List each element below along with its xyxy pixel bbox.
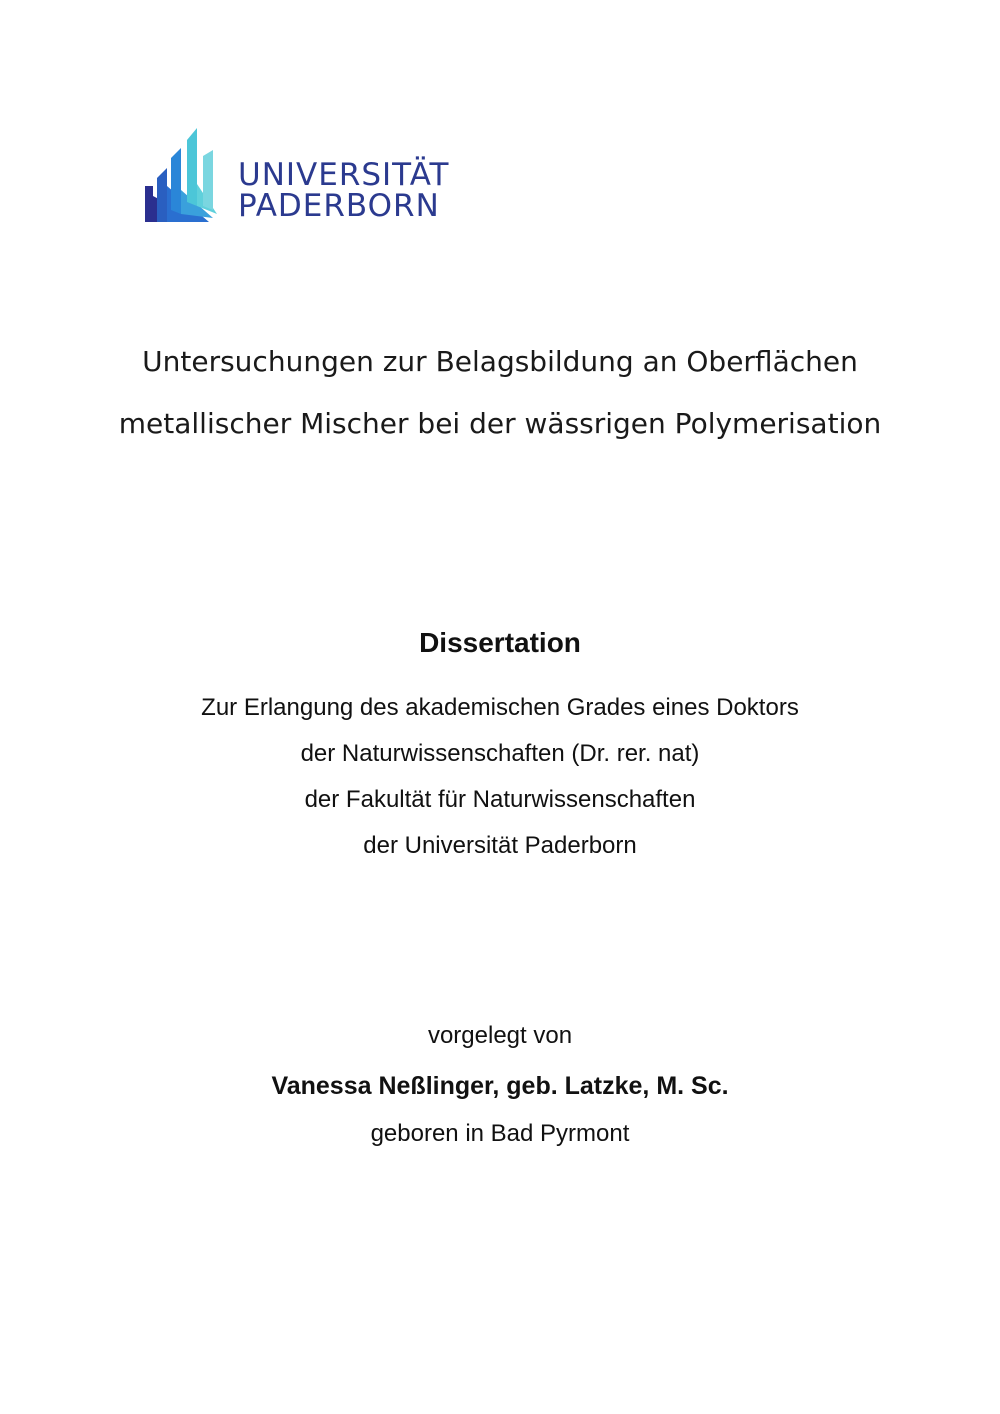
university-logo-text [238,157,450,224]
university-logo-mark-icon [143,126,225,226]
purpose-line: Zur Erlangung des akademischen Grades eines Doktors [201,694,799,721]
thesis-title-line-2: metallischer Mischer bei der wässrigen Polymerisation [118,407,882,440]
logo-line-2: PADERBORN [238,188,440,224]
dissertation-purpose [0,685,1000,869]
thesis-title-line-1: Untersuchungen zur Belagsbildung an Oberflächen [142,345,858,378]
purpose-line: der Naturwissenschaften (Dr. rer. nat) [300,740,700,767]
logo-line-1: UNIVERSITÄT [238,157,450,193]
birthplace: geboren in Bad Pyrmont [370,1120,630,1147]
author-name: Vanessa Neßlinger, geb. Latzke, M. Sc. [271,1072,729,1100]
thesis-title [0,331,1000,455]
purpose-line: der Universität Paderborn [363,832,637,859]
dissertation-heading: Dissertation [419,627,581,658]
purpose-line: der Fakultät für Naturwissenschaften [304,786,696,813]
submitted-by-label: vorgelegt von [427,1022,573,1049]
university-logo [143,126,463,226]
